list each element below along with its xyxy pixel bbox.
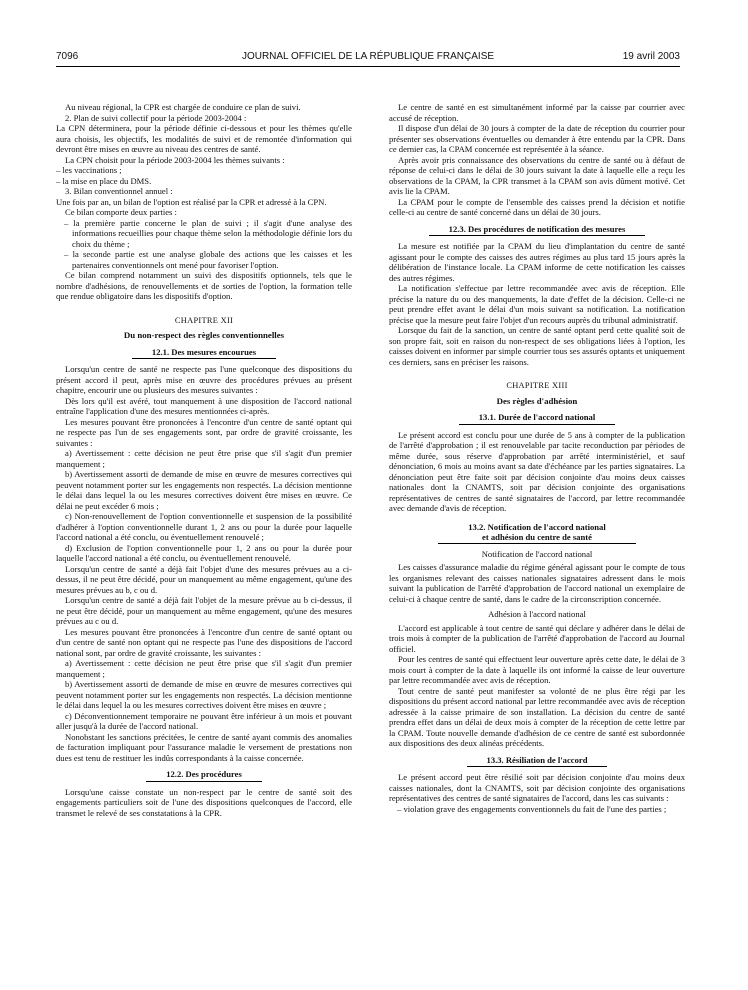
list-item: – la seconde partie est une analyse globale des actions que les caisses et les partenaires conventionnels ont mené pour favoriser l'option. xyxy=(64,249,352,270)
paragraph: Au niveau régional, la CPR est chargée de conduire ce plan de suivi. xyxy=(65,102,301,112)
page-number: 7096 xyxy=(56,51,79,62)
section-heading xyxy=(389,224,685,237)
subheading: Adhésion à l'accord national xyxy=(488,609,586,619)
paragraph: La notification s'effectue par lettre recommandée avec avis de réception. Elle précise la nature du ou des manquements, la date d'effet de la décision. Celle-ci ne peut prendre effet avant le délai d'un mois suivant sa notification. La notification précise que la mesure peut faire l'objet d'un recours auprès du tribunal administratif. xyxy=(389,283,685,325)
paragraph: Le présent accord peut être résilié soit par décision conjointe d'au moins deux caisses nationales, dont la CNAMTS, soit par décision conjointe des organisations représentatives des centres de santé signataires de l'accord, dans les cas suivants : xyxy=(389,772,685,803)
paragraph: b) Avertissement assorti de demande de mise en œuvre de mesures correctives qui peuvent notamment porter sur les engagements non respectés. La décision mentionne le délai dans lequel la ou les mesures correctives doivent être mises en œuvre. Ce délai ne peut excéder 6 mois ; xyxy=(56,469,352,511)
paragraph: La CPN déterminera, pour la période définie ci-dessous et pour les thèmes qu'elle aura choisis, les objectifs, les modalités de suivi et de remontée d'information qui devront être mises en œuvre au niveau des centres de santé. xyxy=(56,123,352,154)
section-heading xyxy=(389,522,685,544)
paragraph: Les caisses d'assurance maladie du régime général agissant pour le compte de tous les organismes relevant des caisses nationales signataires adressent dans le mois suivant la publication de l'arrêté d'approbation de l'accord national un exemplaire de celui-ci à chaque centre de santé, dans le cadre de la circonscription concernée. xyxy=(389,562,685,604)
journal-title: JOURNAL OFFICIEL DE LA RÉPUBLIQUE FRANÇAISE xyxy=(241,51,495,62)
paragraph: Tout centre de santé peut manifester sa volonté de ne plus être régi par les dispositions du présent accord national par lettre recommandée avec avis de réception adressée à la caisse primaire de son installation. La décision du centre de santé prendra effet dans un délai de deux mois à compter de la réception de cette lettre par la CPAM. Toute nouvelle demande d'adhésion de ce centre de santé est subordonnée aux dispositions des deux alinéas précédents. xyxy=(389,685,685,748)
paragraph: Les mesures pouvant être prononcées à l'encontre d'un centre de santé optant ou d'un centre de santé non optant qui ne respecte pas l'une des dispositions de l'accord national sont, par ordre de gravité croissante, les suivantes : xyxy=(56,626,352,658)
paragraph: La CPN choisit pour la période 2003-2004 les thèmes suivants : xyxy=(65,154,285,165)
chapter-label: CHAPITRE XIII xyxy=(506,381,568,390)
paragraph: c) Non-renouvellement de l'option conventionnelle et suspension de la possibilité d'adhérer à l'option conventionnelle durant 1, 2 ans ou pour la durée pour laquelle l'accord national a été conclu, ou éventuellement renouvelé ; xyxy=(56,511,352,542)
paragraph: Lorsqu'un centre de santé a déjà fait l'objet d'une des mesures prévues au a ci-dessus, il ne peut être décidé, pour un manquement au même engagement, qu'une des mesures prévues au b, c ou d. xyxy=(56,563,352,595)
section-heading-text xyxy=(438,522,636,544)
chapter-title: Des règles d'adhésion xyxy=(496,395,578,406)
page-header xyxy=(56,50,680,64)
section-heading-text: 12.2. Des procédures xyxy=(146,769,262,782)
paragraph: Lorsqu'un centre de santé ne respecte pas l'une quelconque des dispositions du présent accord il peut, après mise en œuvre des procédures prévues au présent chapitre, encourir une ou plusieurs des mesures suivantes : xyxy=(56,364,352,395)
list-item: – la première partie concerne le plan de suivi ; il s'agit d'une analyse des informations recueillies pour chaque thème selon la méthodologie définie lors du choix du thème ; xyxy=(64,217,352,249)
paragraph: Dès lors qu'il est avéré, tout manquement à une disposition de l'accord national entraîne l'application d'une des mesures mentionnées ci-après. xyxy=(56,395,352,416)
section-heading xyxy=(389,412,685,425)
paragraph: Après avoir pris connaissance des observations du centre de santé ou à défaut de réponse de celui-ci dans le délai de 30 jours suivant la date à laquelle elle a reçu les observations de la CPAM, la CPR transmet à la CPAM son avis dûment motivé. Cet avis lie la CPAM. xyxy=(389,154,685,196)
paragraph: Le présent accord est conclu pour une durée de 5 ans à compter de la publication de l'arrêté d'approbation ; il est renouvelable par tacite reconduction par périodes de même durée, sous réserve d'approbation par arrêté interministériel, et sauf dénonciation, 6 mois au moins avant sa date d'échéance par les parties signataires. La dénonciation peut être faite soit par décision conjointe d'au moins deux caisses nationales dont la CNAMTS, soit par décision conjointe des organisations représentatives de centres de santé signataires de l'accord, par lettre recommandée avec demande d'avis de réception. xyxy=(389,429,685,513)
issue-date: 19 avril 2003 xyxy=(622,51,680,62)
section-heading-text: 12.1. Des mesures encourues xyxy=(132,347,276,360)
section-heading xyxy=(56,769,352,782)
paragraph: La mesure est notifiée par la CPAM du lieu d'implantation du centre de santé agissant pour le compte des caisses des autres régimes au plus tard 15 jours après la délibération de l'instance locale. La CPAM informe de cette notification les caisses des autres régimes. xyxy=(389,241,685,283)
paragraph: Pour les centres de santé qui effectuent leur ouverture après cette date, le délai de 3 mois court à compter de la date à laquelle ils ont informé la caisse de leur ouverture par lettre recommandée avec avis de réception. xyxy=(389,654,685,685)
section-heading xyxy=(389,755,685,768)
header-rule xyxy=(56,66,680,67)
paragraph: La CPAM pour le compte de l'ensemble des caisses prend la décision et notifie celle-ci au centre de santé concerné dans un délai de 30 jours. xyxy=(389,196,685,217)
section-heading-line: 13.2. Notification de l'accord national xyxy=(468,521,606,532)
paragraph: b) Avertissement assorti de demande de mise en œuvre de mesures correctives qui peuvent notamment porter sur les engagements non respectés. La décision mentionne le délai dans lequel la ou les mesures correctives doivent être mises en œuvre ; xyxy=(56,679,352,710)
paragraph: Une fois par an, un bilan de l'option est réalisé par la CPR et adressé à la CPN. xyxy=(56,196,327,207)
section-heading xyxy=(56,347,352,360)
paragraph: d) Exclusion de l'option conventionnelle pour 1, 2 ans ou pour la durée pour laquelle l'accord national a été conclu, ou éventuellement renouvelé. xyxy=(56,542,352,563)
paragraph: 2. Plan de suivi collectif pour la période 2003-2004 : xyxy=(65,112,247,123)
list-item: – la mise en place du DMS. xyxy=(56,175,152,186)
section-heading-text: 12.3. Des procédures de notification des mesures xyxy=(429,224,646,237)
paragraph: c) Déconventionnement temporaire ne pouvant être inférieur à un mois et pouvant aller jusqu'à la durée de l'accord national. xyxy=(56,710,352,731)
paragraph: Nonobstant les sanctions précitées, le centre de santé ayant commis des anomalies de facturation impliquant pour l'assurance maladie le versement de prestations non dues est tenu de restituer les indûs correspondants à la caisse concernée. xyxy=(56,731,352,763)
paragraph: Lorsqu'une caisse constate un non-respect par le centre de santé soit des engagements particuliers soit de l'une des dispositions quelconques de l'accord, elle transmet le relevé de ses constatations à la CPR. xyxy=(56,786,352,818)
chapter-label: CHAPITRE XII xyxy=(174,315,234,325)
paragraph: a) Avertissement : cette décision ne peut être prise que s'il s'agit d'un premier manquement ; xyxy=(56,448,352,469)
section-heading-line: et adhésion du centre de santé xyxy=(482,531,592,542)
left-column xyxy=(56,102,352,818)
paragraph: Il dispose d'un délai de 30 jours à compter de la date de réception du courrier pour présenter ses observations éventuelles ou demander à être entendu par la CPR. Dans ce dernier cas, la CPAM concernée est représentée à la séance. xyxy=(389,123,685,154)
paragraph: Les mesures pouvant être prononcées à l'encontre d'un centre de santé optant qui ne respecte pas l'un de ses engagements sont, par ordre de gravité croissante, les suivantes : xyxy=(56,416,352,448)
section-heading-text: 13.3. Résiliation de l'accord xyxy=(467,755,608,768)
paragraph: Ce bilan comprend notamment un suivi des dispositifs optionnels, tels que le nombre d'adhésions, de renouvellements et de sorties de l'option, la formation telle que rendue obligatoire dans les dispositifs d'option. xyxy=(56,270,352,301)
right-column xyxy=(389,102,685,814)
section-heading-text: 13.1. Durée de l'accord national xyxy=(459,412,615,425)
list-item: – les vaccinations ; xyxy=(56,165,122,175)
paragraph: 3. Bilan conventionnel annuel : xyxy=(65,186,173,196)
chapter-title: Du non-respect des règles conventionnelles xyxy=(123,330,285,340)
list-item: – violation grave des engagements conventionnels du fait de l'une des parties ; xyxy=(397,803,667,814)
paragraph: Ce bilan comporte deux parties : xyxy=(65,207,177,217)
paragraph: Lorsque du fait de la sanction, un centre de santé optant perd cette qualité soit de son propre fait, soit en raison du non-respect de ses obligations liées à l'option, les caisses doivent en informer par simple courrier tous ses assurés optants et uniquement ces derniers, sans en préciser les raisons. xyxy=(389,325,685,367)
subheading: Notification de l'accord national xyxy=(481,548,593,559)
paragraph: Lorsqu'un centre de santé a déjà fait l'objet de la mesure prévue au b ci-dessus, il ne peut être décidé, pour un manquement au même engagement, qu'une des mesures prévues au c ou d. xyxy=(56,595,352,626)
paragraph: L'accord est applicable à tout centre de santé qui déclare y adhérer dans le délai de trois mois à compter de la publication de l'arrêté d'approbation de l'accord au Journal officiel. xyxy=(389,622,685,654)
paragraph: a) Avertissement : cette décision ne peut être prise que s'il s'agit d'un premier manquement ; xyxy=(56,658,352,679)
paragraph: Le centre de santé en est simultanément informé par la caisse par courrier avec accusé de réception. xyxy=(389,102,685,123)
